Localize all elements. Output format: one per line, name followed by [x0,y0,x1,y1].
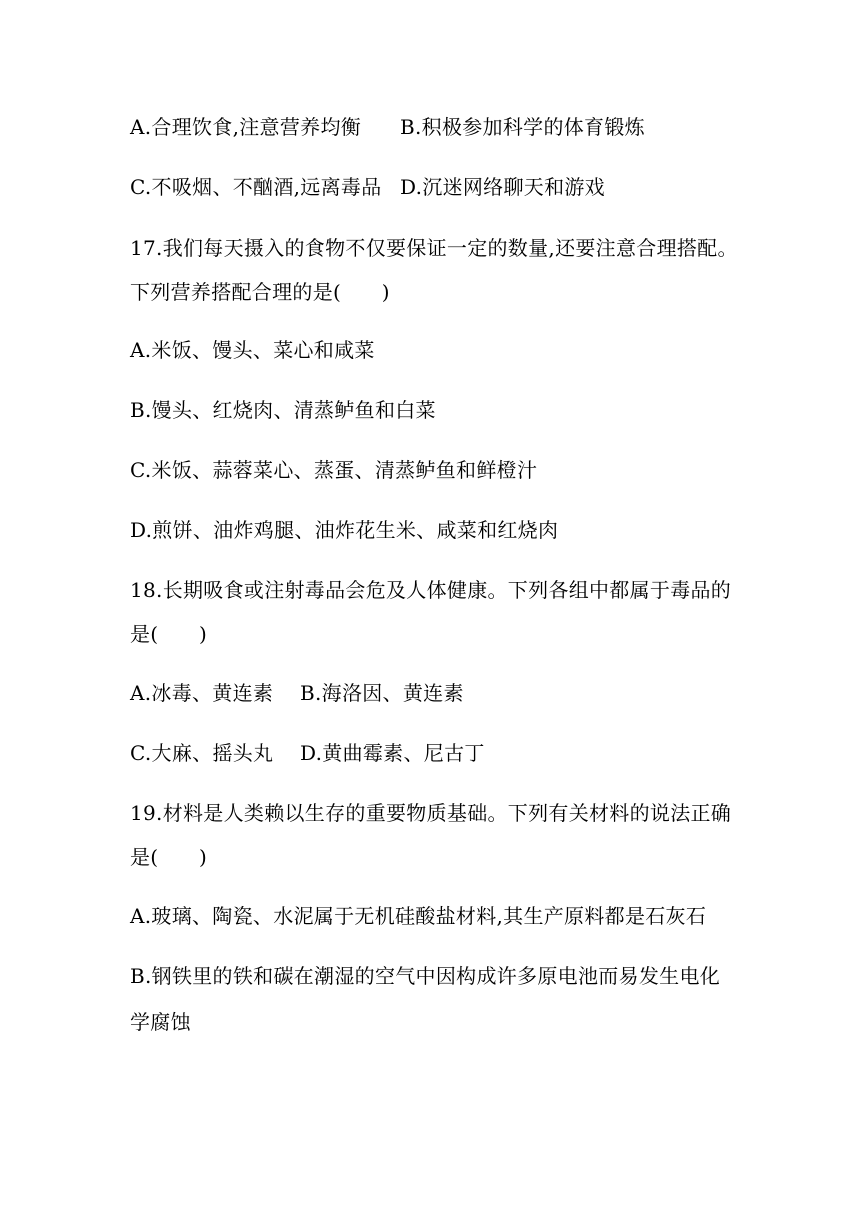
q19-option-b-line-1: B.钢铁里的铁和碳在潮湿的空气中因构成许多原电池而易发生电化 [130,964,721,988]
q18-option-row-1 [130,681,464,705]
q18-option-row-2 [130,741,485,765]
q18-option-a: A.冰毒、黄连素 [130,681,274,705]
q16-option-row-1 [130,115,645,139]
q17-option-d: D.煎饼、油炸鸡腿、油炸花生米、咸菜和红烧肉 [130,518,559,542]
q18-stem-line-1: 18.长期吸食或注射毒品会危及人体健康。下列各组中都属于毒品的 [130,578,732,602]
q16-option-d: D.沉迷网络聊天和游戏 [400,175,605,199]
q16-option-b: B.积极参加科学的体育锻炼 [400,115,645,139]
q19-option-b-line-2: 学腐蚀 [130,1010,191,1034]
q17-stem-line-1: 17.我们每天摄入的食物不仅要保证一定的数量,还要注意合理搭配。 [130,236,738,260]
q17-option-b: B.馒头、红烧肉、清蒸鲈鱼和白菜 [130,398,436,422]
q18-option-d: D.黄曲霉素、尼古丁 [300,741,485,765]
q18-option-b: B.海洛因、黄连素 [300,681,464,705]
q17-option-a: A.米饭、馒头、菜心和咸菜 [130,338,375,362]
q19-stem-line-2: 是( ) [130,845,208,869]
q19-stem-line-1: 19.材料是人类赖以生存的重要物质基础。下列有关材料的说法正确 [130,801,732,825]
q19-option-a: A.玻璃、陶瓷、水泥属于无机硅酸盐材料,其生产原料都是石灰石 [130,904,707,928]
q16-option-a: A.合理饮食,注意营养均衡 [130,115,362,139]
q16-option-c: C.不吸烟、不酗酒,远离毒品 [130,175,382,199]
q18-stem-line-2: 是( ) [130,622,208,646]
q17-stem-line-2: 下列营养搭配合理的是( ) [130,280,390,304]
q17-option-c: C.米饭、蒜蓉菜心、蒸蛋、清蒸鲈鱼和鲜橙汁 [130,458,538,482]
q16-option-row-2 [130,175,605,199]
q18-option-c: C.大麻、摇头丸 [130,741,274,765]
